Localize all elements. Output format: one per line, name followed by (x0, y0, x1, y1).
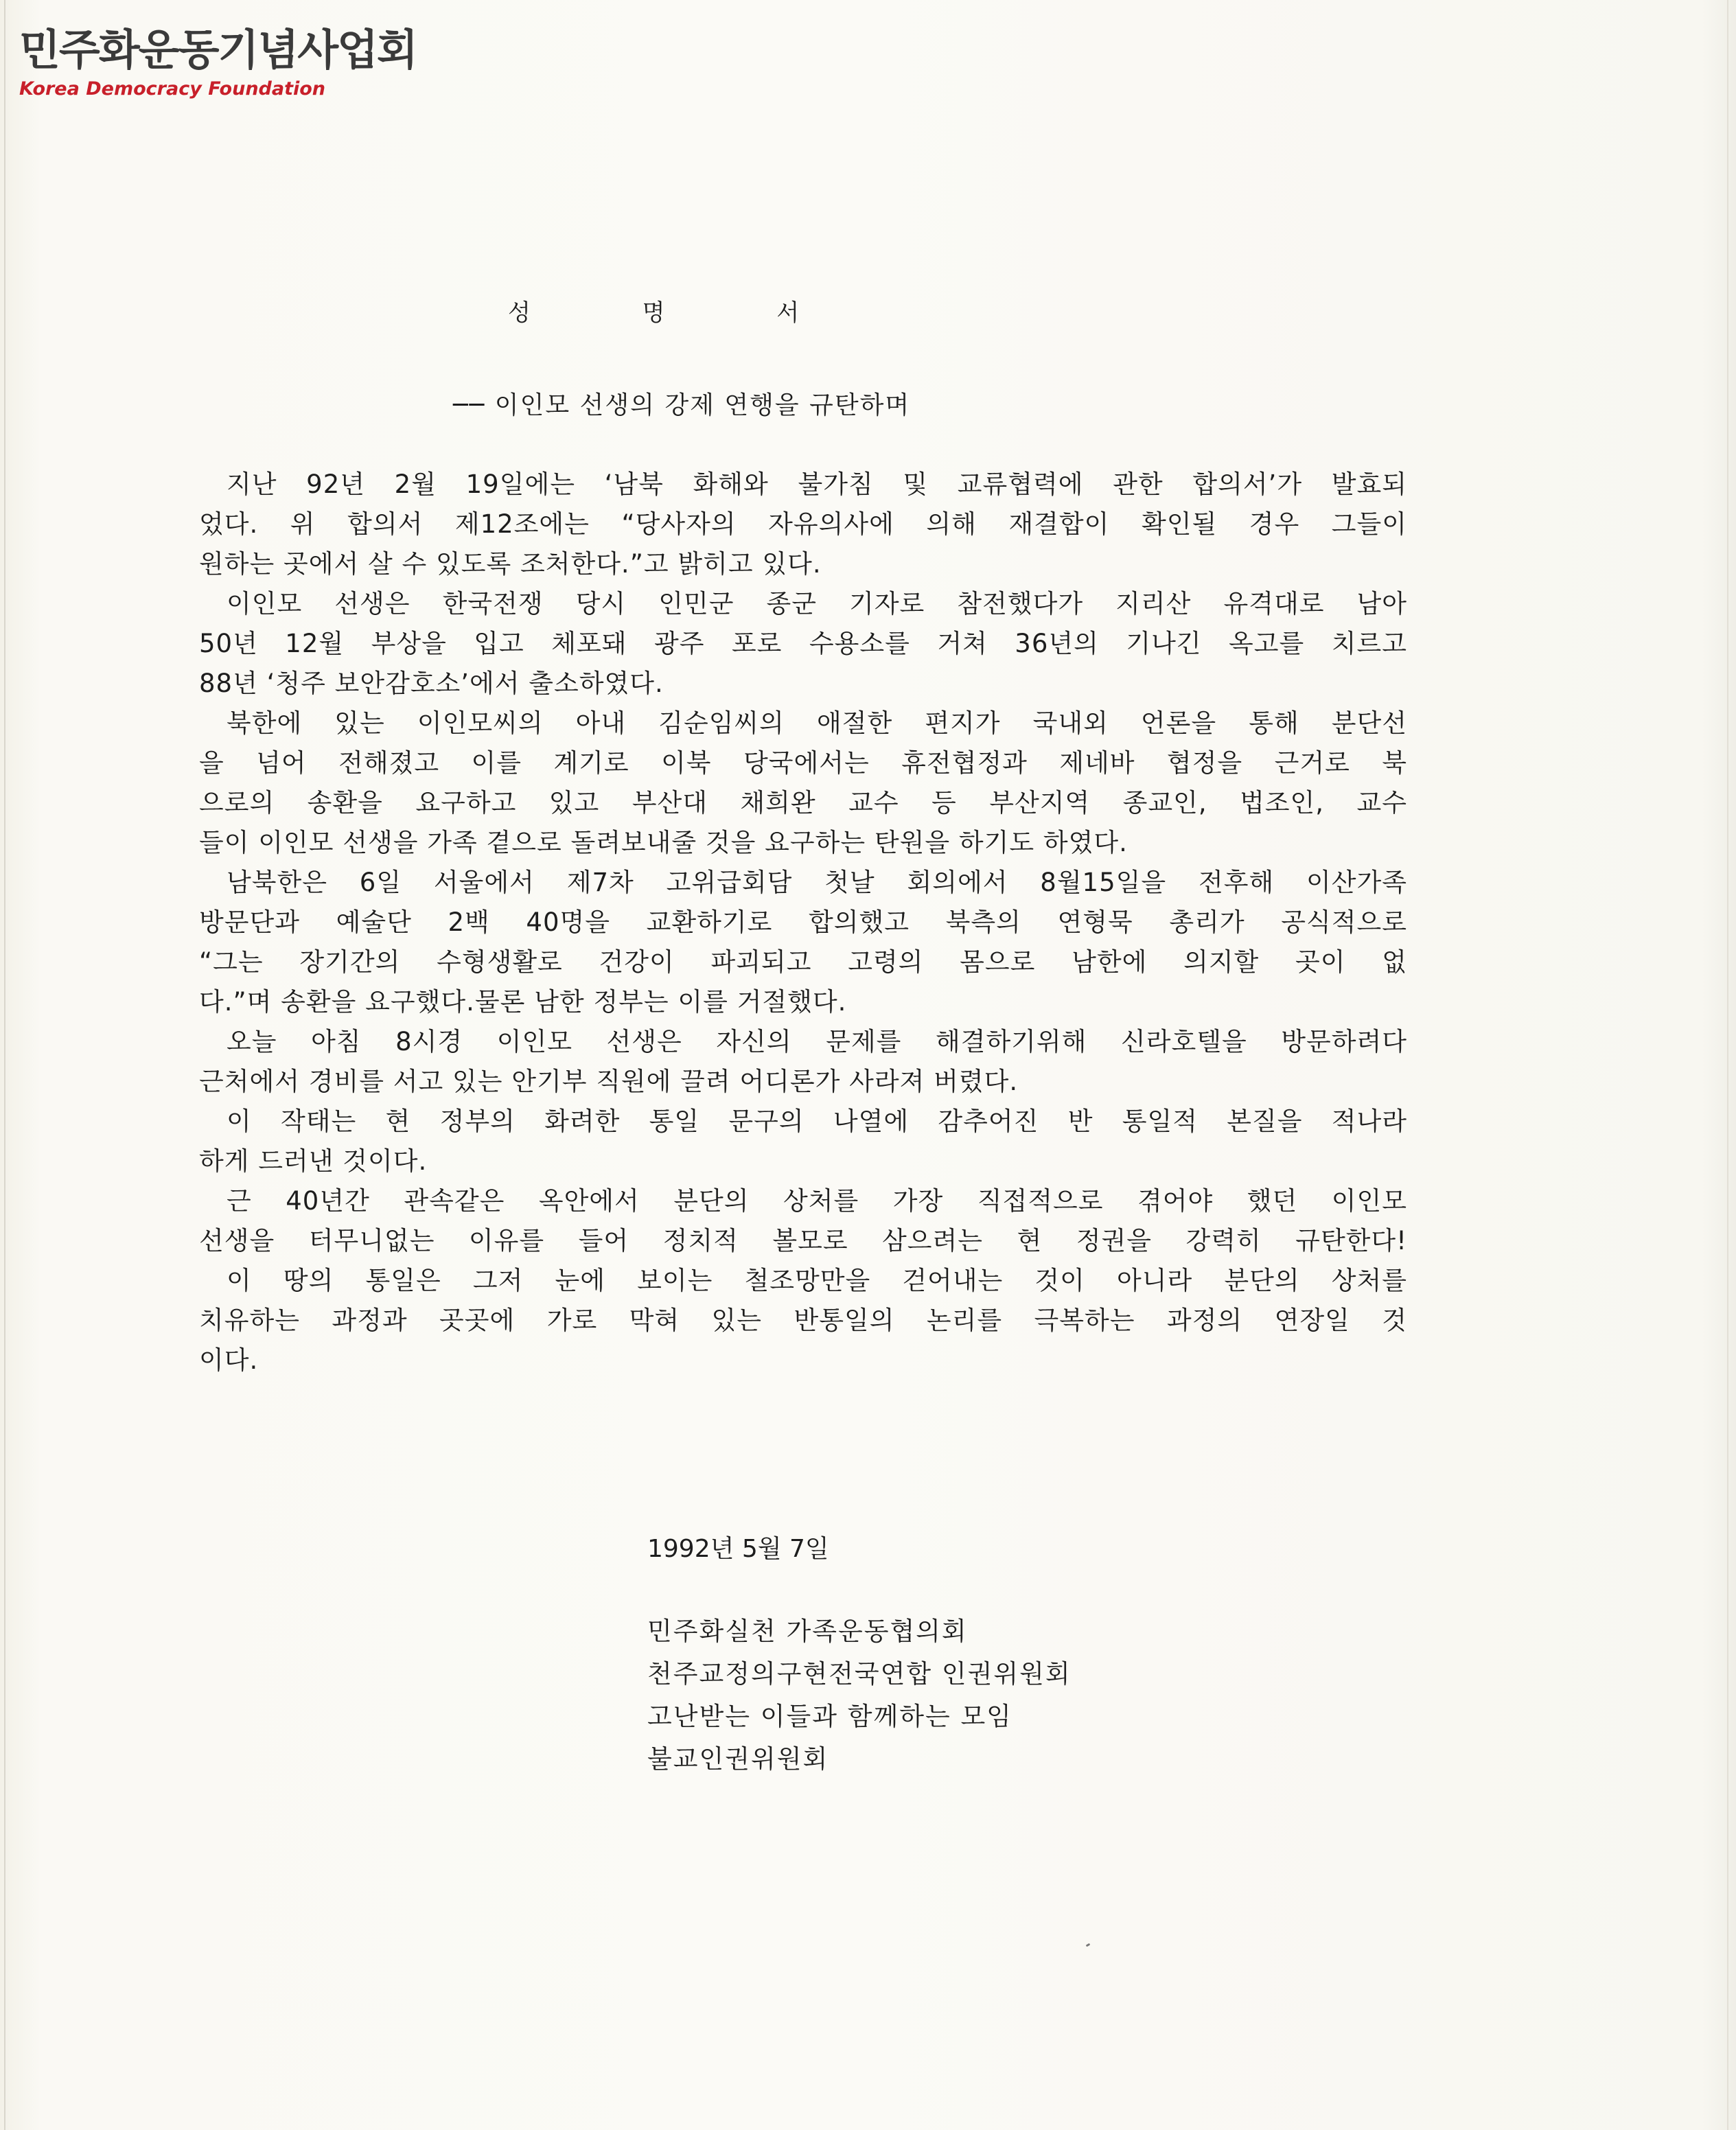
document-title: 성 명 서 (508, 299, 800, 327)
body-line: 었다. 위 합의서 제12조에는 “당사자의 자유의사에 의해 재결합이 확인될 경우 그들이 (199, 509, 1407, 539)
body-line: 을 넘어 전해졌고 이를 계기로 이북 당국에서는 휴전협정과 제네바 협정을 근거로 북 (199, 748, 1407, 778)
body-line: 원하는 곳에서 살 수 있도록 조처한다.”고 밝히고 있다. (199, 549, 822, 579)
right-edge-shadow (1727, 0, 1728, 2130)
signer-list (647, 1610, 1072, 1781)
body-line: 방문단과 예술단 2백 40명을 교환하기로 합의했고 북측의 연형묵 총리가 공식적으로 (199, 907, 1407, 937)
body-line: 근 40년간 관속같은 옥안에서 분단의 상처를 가장 직접적으로 겪어야 했던 이인모 (227, 1186, 1407, 1216)
body-line: 이다. (199, 1345, 259, 1375)
body-line: 근처에서 경비를 서고 있는 안기부 직원에 끌려 어디론가 사라져 버렸다. (199, 1067, 1019, 1096)
body-line: 지난 92년 2월 19일에는 ‘남북 화해와 불가침 및 교류협력에 관한 합의서’가 발효되 (227, 470, 1407, 499)
foundation-logo (19, 25, 417, 102)
document-subtitle: ── 이인모 선생의 강제 연행을 규탄하며 (453, 391, 911, 419)
body-line: 이 작태는 현 정부의 화려한 통일 문구의 나열에 감추어진 반 통일적 본질을 적나라 (227, 1107, 1407, 1136)
signer-organization: 불교인권위원회 (647, 1744, 829, 1774)
body-line: 다.”며 송환을 요구했다.물론 남한 정부는 이를 거절했다. (199, 987, 847, 1017)
signer-organization: 고난받는 이들과 함께하는 모임 (647, 1702, 1012, 1731)
body-line: 치유하는 과정과 곳곳에 가로 막혀 있는 반통일의 논리를 극복하는 과정의 연장일 것 (199, 1306, 1407, 1335)
body-line: 선생을 터무니없는 이유를 들어 정치적 볼모로 삼으려는 현 정권을 강력히 규탄한다! (199, 1226, 1407, 1255)
body-line: 88년 ‘청주 보안감호소’에서 출소하였다. (199, 669, 664, 698)
statement-date: 1992년 5월 7일 (647, 1535, 829, 1563)
signer-organization: 천주교정의구현전국연합 인권위원회 (647, 1659, 1072, 1689)
body-line: “그는 장기간의 수형생활로 건강이 파괴되고 고령의 몸으로 남한에 의지할 곳이 없 (199, 947, 1407, 977)
body-line: 이 땅의 통일은 그저 눈에 보이는 철조망만을 걷어내는 것이 아니라 분단의 상처를 (227, 1266, 1407, 1295)
body-line: 오늘 아침 8시경 이인모 선생은 자신의 문제를 해결하기위해 신라호텔을 방문하려다 (227, 1027, 1407, 1056)
body-line: 으로의 송환을 요구하고 있고 부산대 채희완 교수 등 부산지역 종교인, 법조인, 교수 (199, 788, 1407, 818)
signer-organization: 민주화실천 가족운동협의회 (647, 1617, 968, 1646)
body-line: 하게 드러낸 것이다. (199, 1146, 428, 1176)
body-line: 북한에 있는 이인모씨의 아내 김순임씨의 애절한 편지가 국내외 언론을 통해 분단선 (227, 708, 1407, 738)
body-line: 들이 이인모 선생을 가족 곁으로 돌려보내줄 것을 요구하는 탄원을 하기도 하였다. (199, 828, 1128, 857)
logo-english-text: Korea Democracy Foundation (19, 78, 326, 100)
statement-body (199, 465, 1407, 1380)
body-line: 이인모 선생은 한국전쟁 당시 인민군 종군 기자로 참전했다가 지리산 유격대로 남아 (227, 589, 1407, 618)
body-line: 50년 12월 부상을 입고 체포돼 광주 포로 수용소를 거쳐 36년의 기나긴 옥고를 치르고 (199, 629, 1407, 658)
left-edge-shadow (4, 0, 5, 2130)
logo-korean-text: 민주화운동기념사업회 (19, 25, 417, 75)
body-line: 남북한은 6일 서울에서 제7차 고위급회담 첫날 회의에서 8월15일을 전후해 이산가족 (227, 868, 1407, 897)
